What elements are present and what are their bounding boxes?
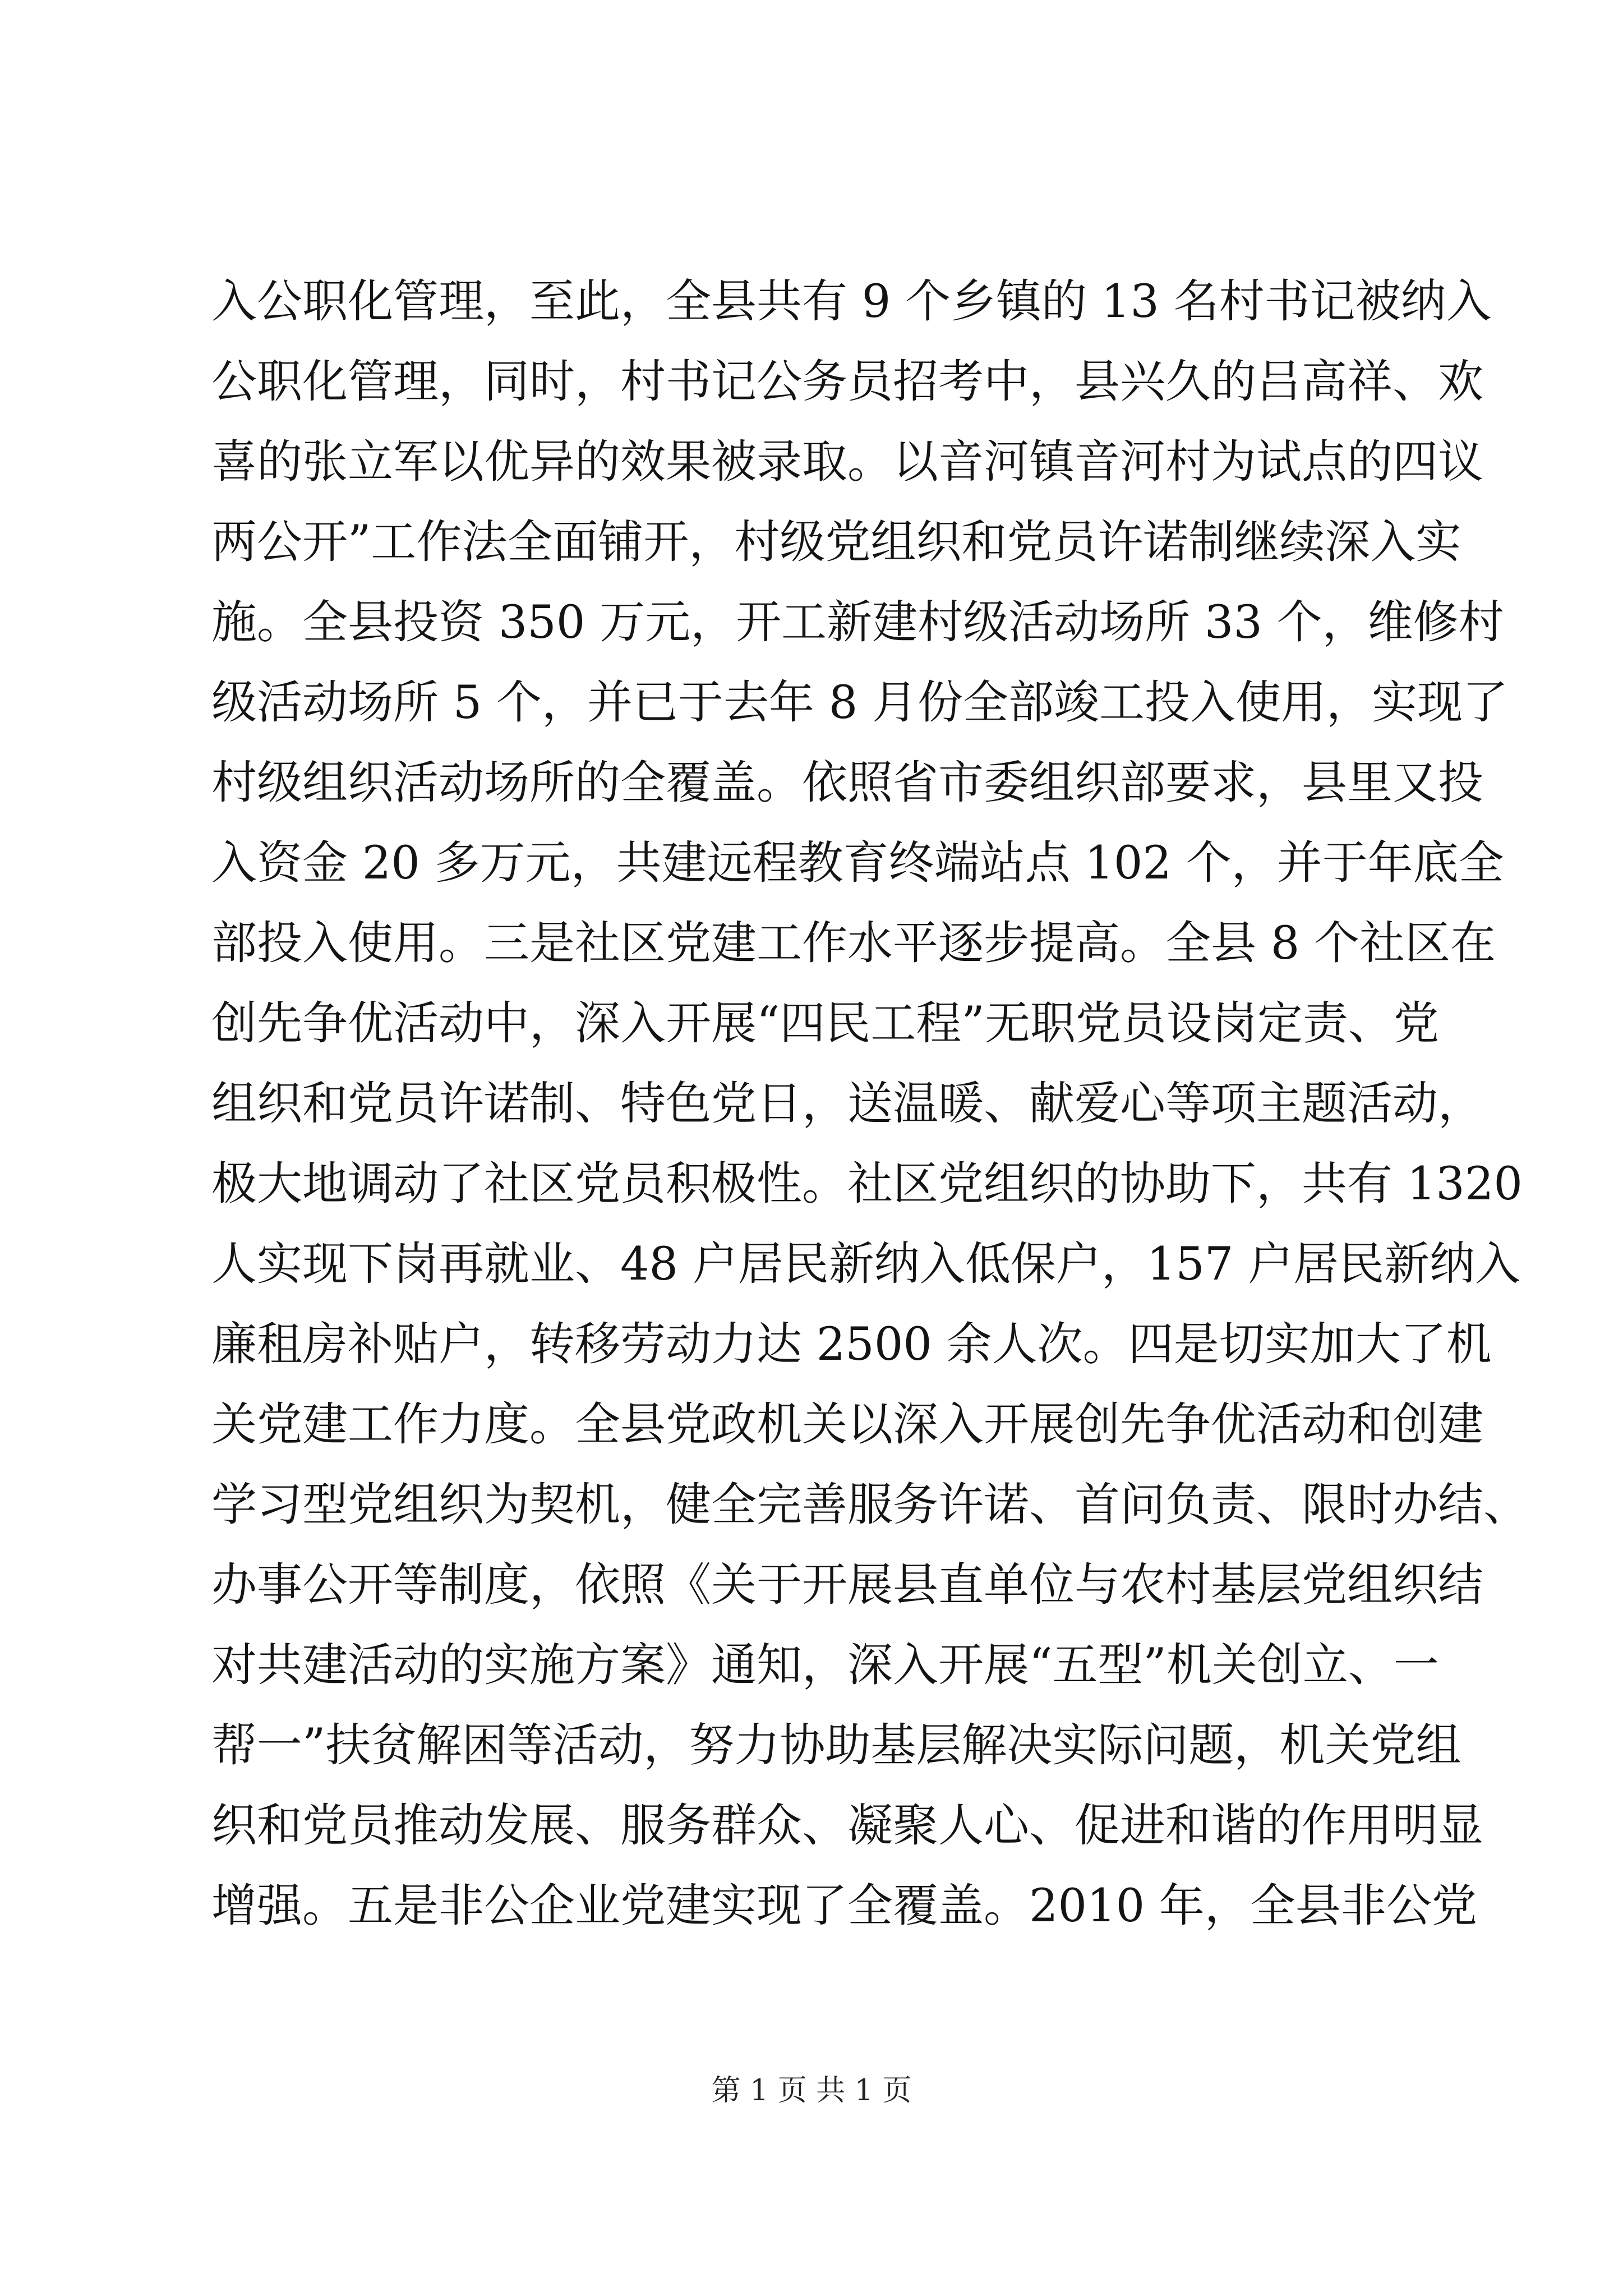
text-line: 廉租房补贴户，转移劳动力达 2500 余人次。四是切实加大了机 xyxy=(211,1318,1492,1371)
text-line: 部投入使用。三是社区党建工作水平逐步提高。全县 8 个社区在 xyxy=(211,917,1496,970)
text-line: 创先争优活动中，深入开展“四民工程”无职党员设岗定责、党 xyxy=(211,997,1439,1050)
text-line: 学习型党组织为契机，健全完善服务许诺、首问负责、限时办结、 xyxy=(211,1479,1529,1531)
text-line: 村级组织活动场所的全覆盖。依照省市委组织部要求，县里又投 xyxy=(211,757,1484,809)
text-line: 人实现下岗再就业、48 户居民新纳入低保户，157 户居民新纳入 xyxy=(211,1238,1521,1291)
text-line: 增强。五是非公企业党建实现了全覆盖。2010 年，全县非公党 xyxy=(211,1880,1477,1932)
text-line: 入资金 20 多万元，共建远程教育终端站点 102 个，并于年底全 xyxy=(211,837,1504,890)
text-line: 帮一”扶贫解困等活动，努力协助基层解决实际问题，机关党组 xyxy=(211,1719,1461,1772)
text-line: 关党建工作力度。全县党政机关以深入开展创先争优活动和创建 xyxy=(211,1398,1484,1451)
text-line: 极大地调动了社区党员积极性。社区党组织的协助下，共有 1320 xyxy=(211,1158,1523,1211)
text-line: 对共建活动的实施方案》通知，深入开展“五型”机关创立、一 xyxy=(211,1639,1439,1692)
text-line: 组织和党员许诺制、特色党日，送温暖、献爱心等项主题活动， xyxy=(211,1078,1484,1130)
text-line: 喜的张立军以优异的效果被录取。以音河镇音河村为试点的四议 xyxy=(211,436,1484,489)
text-line: 施。全县投资 350 万元，开工新建村级活动场所 33 个，维修村 xyxy=(211,596,1504,649)
text-line: 织和党员推动发展、服务群众、凝聚人心、促进和谐的作用明显 xyxy=(211,1800,1484,1852)
page-number-footer: 第 1 页 共 1 页 xyxy=(711,2074,912,2108)
text-line: 入公职化管理，至此，全县共有 9 个乡镇的 13 名村书记被纳入 xyxy=(211,275,1492,328)
text-line: 级活动场所 5 个，并已于去年 8 月份全部竣工投入使用，实现了 xyxy=(211,677,1509,729)
body-text xyxy=(211,262,1529,1947)
text-line: 公职化管理，同时，村书记公务员招考中，县兴久的吕高祥、欢 xyxy=(211,356,1484,408)
text-line: 办事公开等制度，依照《关于开展县直单位与农村基层党组织结 xyxy=(211,1559,1484,1612)
text-line: 两公开”工作法全面铺开，村级党组织和党员许诺制继续深入实 xyxy=(211,516,1461,569)
